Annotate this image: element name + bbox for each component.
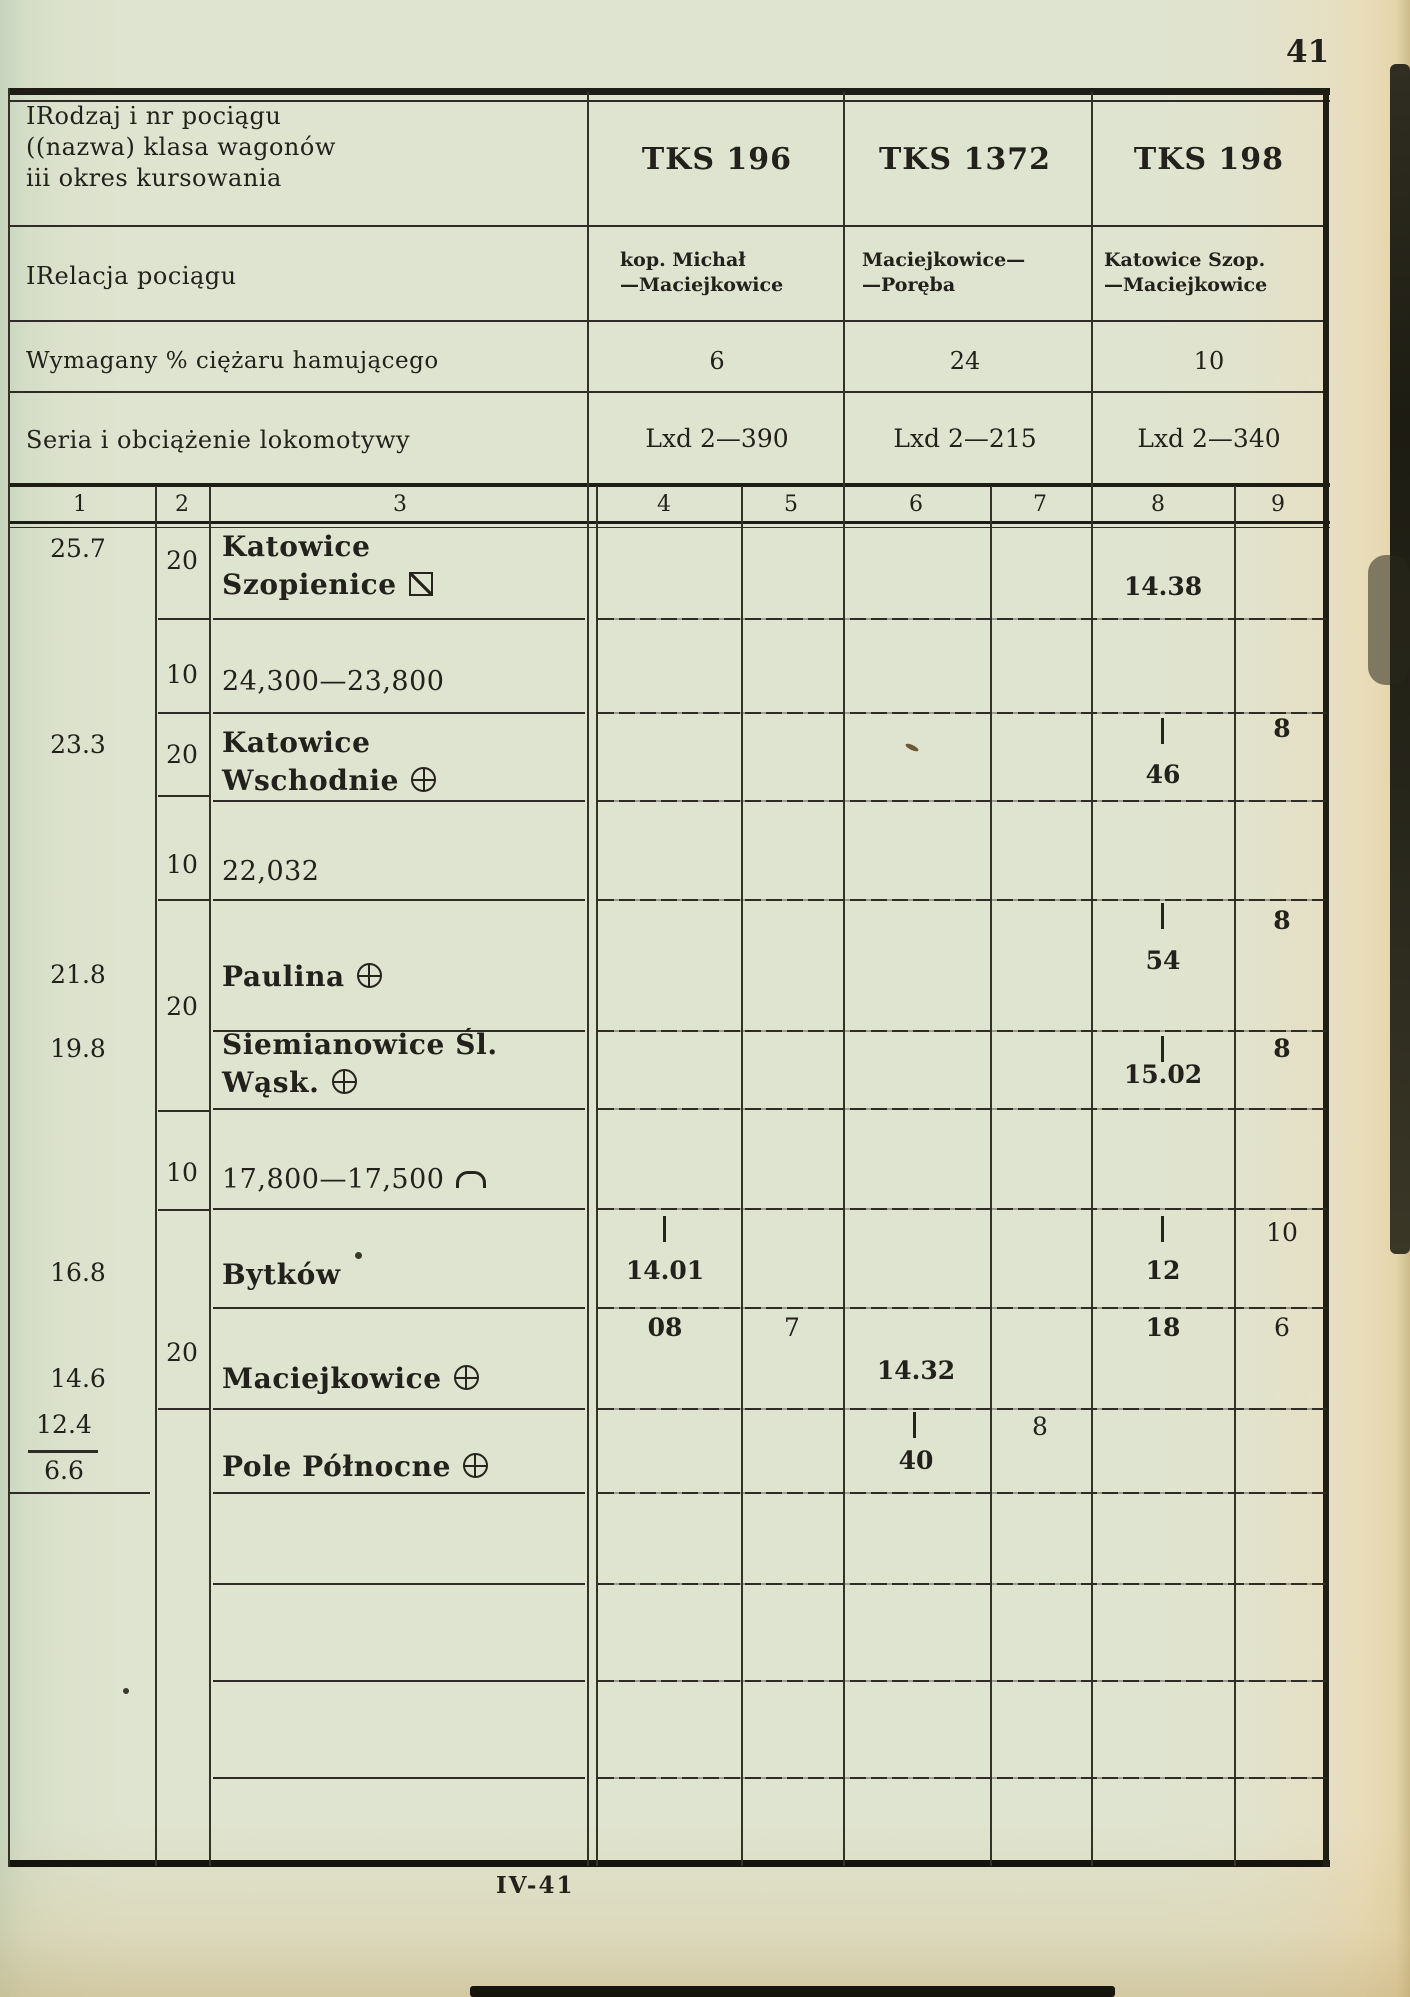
scan-speck [905, 742, 920, 752]
relation-train-3 [1104, 248, 1324, 298]
column-number-6: 6 [909, 492, 923, 517]
brake-value-train-2: 24 [949, 347, 981, 375]
brake-zone-value: 20 [166, 992, 198, 1021]
row-line [213, 1777, 585, 1779]
loco-label: Seria i obciążenie lokomotywy [26, 426, 411, 454]
column-number-7: 7 [1033, 492, 1047, 517]
station-name-line: Katowice [222, 530, 371, 563]
stop-minutes: 8 [1273, 714, 1291, 743]
circle-cross-icon [332, 1069, 357, 1094]
page-bottom-edge-strip [470, 1986, 1115, 1997]
relation-line: —Poręba [862, 274, 956, 296]
row-line [598, 1583, 1326, 1585]
station-name-line: Wschodnie [222, 764, 400, 797]
colnum-bottom-line [8, 521, 1330, 524]
km-value: 14.6 [50, 1364, 106, 1393]
km-fraction-line [28, 1450, 98, 1453]
station-name-line: Szopienice [222, 568, 397, 601]
circle-cross-icon [463, 1453, 488, 1478]
row-line [598, 618, 1326, 620]
column-number-3: 3 [393, 492, 407, 517]
row-line [213, 1408, 585, 1410]
brake-zone-value: 10 [166, 1158, 198, 1187]
header-label-line3: iii okres kursowania [26, 164, 282, 192]
col2-underline [158, 712, 210, 714]
col2-underline [158, 1110, 210, 1112]
arrival-tick [1161, 1036, 1164, 1062]
row-line [598, 1307, 1326, 1309]
km-range [222, 1164, 486, 1195]
col2-underline [158, 1408, 210, 1410]
row-line [213, 1583, 585, 1585]
col2-underline [158, 618, 210, 620]
station-name-line: Maciejkowice [222, 1362, 442, 1395]
header-row-line-3 [8, 391, 1328, 393]
km-value: 21.8 [50, 960, 106, 989]
stop-minutes: 7 [784, 1313, 800, 1342]
divider-col4-col5 [741, 486, 743, 1866]
table-border-top [8, 88, 1330, 95]
station-name-line: Bytków [222, 1258, 341, 1291]
relation-train-1 [620, 248, 835, 298]
header-row-line-1 [8, 225, 1328, 227]
divider-col6-col7 [990, 486, 992, 1866]
column-number-4: 4 [657, 492, 671, 517]
row-line [213, 1680, 585, 1682]
arrival-tick [1161, 718, 1164, 744]
relation-line: —Maciejkowice [1104, 274, 1268, 296]
col2-underline [158, 1209, 210, 1211]
station-name-line: Katowice [222, 726, 371, 759]
circle-cross-icon [454, 1365, 479, 1390]
station-name-line: Siemianowice Śl. [222, 1028, 498, 1061]
header-label-line2: ((nazwa) klasa wagonów [26, 133, 336, 161]
row-line [213, 618, 585, 620]
station-name [222, 958, 382, 996]
time-departure: 08 [647, 1313, 683, 1342]
relation-line: —Maciejkowice [620, 274, 784, 296]
row-line [598, 800, 1326, 802]
circle-cross-icon [357, 963, 382, 988]
arrival-tick [663, 1216, 666, 1242]
row-line [213, 1108, 585, 1110]
row-line [10, 1492, 150, 1494]
loco-value-train-3: Lxd 2—340 [1137, 424, 1281, 453]
departure-tick [913, 1412, 916, 1438]
time-arrival: 46 [1145, 760, 1181, 789]
train-number-1: TKS 196 [641, 142, 793, 177]
row-line [598, 899, 1326, 901]
arrival-tick [1161, 1216, 1164, 1242]
km-range-value: 17,800—17,500 [222, 1164, 445, 1195]
header-row-line-2 [8, 320, 1328, 322]
station-name [222, 1026, 498, 1102]
station-name-line: Pole Północne [222, 1450, 451, 1483]
train-number-3: TKS 198 [1133, 142, 1285, 177]
brake-zone-value: 20 [166, 1338, 198, 1367]
table-border-left [8, 88, 10, 1867]
station-name [222, 724, 436, 800]
time-arrival: 14.01 [625, 1256, 705, 1285]
row-line [213, 800, 585, 802]
arrival-tick [1161, 903, 1164, 929]
loco-value-train-2: Lxd 2—215 [893, 424, 1037, 453]
tunnel-icon [456, 1171, 486, 1188]
divider-col8-col9 [1234, 486, 1236, 1866]
col2-underline [158, 795, 210, 797]
km-value-upper: 12.4 [36, 1410, 92, 1439]
divider-col3-col4-double [596, 486, 598, 1866]
time-arrival: 14.38 [1123, 572, 1203, 601]
station-name [222, 1448, 488, 1486]
table-border-bottom [8, 1860, 1330, 1867]
sheet-code: IV-41 [496, 1872, 575, 1899]
train-number-2: TKS 1372 [878, 142, 1051, 177]
stop-minutes: 10 [1266, 1218, 1298, 1247]
stop-minutes: 6 [1274, 1313, 1290, 1342]
km-value: 19.8 [50, 1034, 106, 1063]
slashed-square-icon [409, 572, 433, 596]
row-line [598, 1777, 1326, 1779]
stop-minutes: 8 [1273, 906, 1291, 935]
station-name [222, 1256, 341, 1294]
loco-value-train-1: Lxd 2—390 [645, 424, 789, 453]
colnum-bottom-line-2 [8, 527, 1330, 528]
divider-label-trains [587, 92, 589, 1866]
row-line [213, 1492, 585, 1494]
header-label-line1: IRodzaj i nr pociągu [26, 102, 282, 130]
binding-shadow-blotch [1368, 555, 1410, 685]
column-number-9: 9 [1271, 492, 1285, 517]
column-number-8: 8 [1151, 492, 1165, 517]
column-number-1: 1 [73, 492, 87, 517]
time-arrival: 14.32 [876, 1356, 956, 1385]
scan-speck [355, 1252, 362, 1259]
time-arrival: 54 [1145, 946, 1181, 975]
brake-zone-value: 20 [166, 546, 198, 575]
row-line [213, 1208, 585, 1210]
brake-label: Wymagany % ciężaru hamującego [26, 348, 439, 374]
column-number-5: 5 [784, 492, 798, 517]
relation-line: kop. Michał [620, 249, 746, 271]
page-number: 41 [1286, 34, 1330, 70]
time-arrival: 12 [1145, 1256, 1181, 1285]
row-line [213, 1307, 585, 1309]
stop-minutes: 8 [1032, 1412, 1048, 1441]
km-value: 16.8 [50, 1258, 106, 1287]
brake-value-train-3: 10 [1193, 347, 1225, 375]
circle-cross-icon [411, 767, 436, 792]
km-value-lower: 6.6 [44, 1456, 84, 1485]
row-line [213, 712, 585, 714]
scan-speck [123, 1688, 129, 1694]
col2-underline [158, 899, 210, 901]
station-name-line: Wąsk. [222, 1066, 320, 1099]
row-line [598, 1492, 1326, 1494]
row-line [598, 1680, 1326, 1682]
km-value: 23.3 [50, 730, 106, 759]
row-line [598, 1030, 1326, 1032]
time-departure: 18 [1145, 1313, 1181, 1342]
header-thick-line [8, 483, 1330, 487]
row-line [598, 1208, 1326, 1210]
relation-label: IRelacja pociągu [26, 262, 237, 290]
relation-line: Maciejkowice— [862, 249, 1026, 271]
time-departure: 40 [898, 1446, 934, 1475]
station-name [222, 528, 433, 604]
brake-value-train-1: 6 [709, 347, 725, 375]
km-range: 24,300—23,800 [222, 666, 445, 697]
time-arrival: 15.02 [1123, 1060, 1203, 1089]
station-name [222, 1360, 479, 1398]
brake-zone-value: 20 [166, 740, 198, 769]
brake-zone-value: 10 [166, 850, 198, 879]
brake-zone-value: 10 [166, 660, 198, 689]
km-value: 25.7 [50, 534, 106, 563]
row-line [213, 899, 585, 901]
stop-minutes: 8 [1273, 1034, 1291, 1063]
column-number-2: 2 [175, 492, 189, 517]
row-line [598, 1408, 1326, 1410]
relation-train-2 [862, 248, 1082, 298]
relation-line: Katowice Szop. [1104, 249, 1266, 271]
station-name-line: Paulina [222, 960, 345, 993]
km-range: 22,032 [222, 856, 320, 887]
row-line [598, 1108, 1326, 1110]
